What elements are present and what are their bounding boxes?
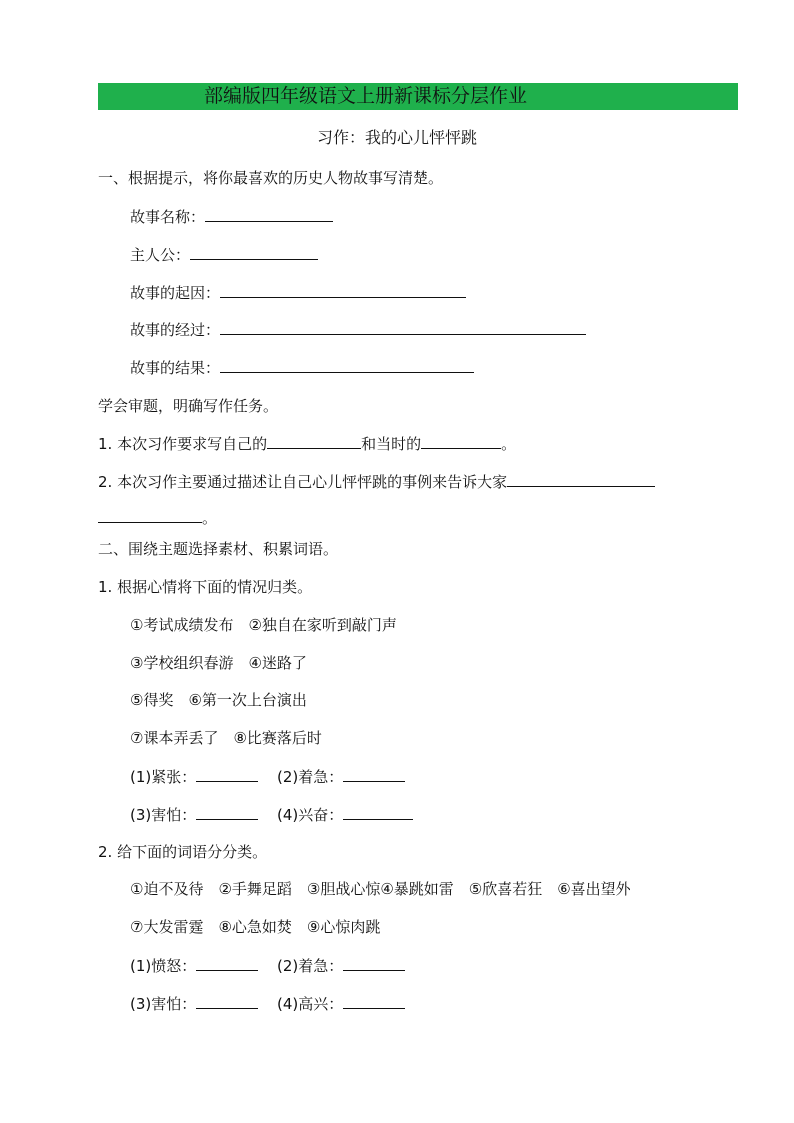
answer-blank[interactable] — [343, 765, 405, 782]
answer-blank[interactable] — [220, 318, 586, 335]
s2-q1-answer-row — [130, 765, 405, 788]
s2-q1-answer-row — [130, 803, 413, 826]
s2-q1-title: 1. 根据心情将下面的情况归类。 — [98, 578, 313, 596]
banner-title: 部编版四年级语文上册新课标分层作业 — [204, 85, 528, 107]
page-subtitle: 习作：我的心儿怦怦跳 — [316, 128, 477, 147]
answer-blank[interactable] — [220, 356, 474, 373]
answer-blank[interactable] — [196, 765, 258, 782]
answer-blank[interactable] — [98, 506, 202, 523]
s2-q1-option-row: ⑦课本弄丢了 ⑧比赛落后时 — [130, 729, 322, 747]
answer-blank[interactable] — [421, 432, 501, 449]
section1-heading: 一、根据提示，将你最喜欢的历史人物故事写清楚。 — [98, 169, 444, 187]
task-question-2-continued — [98, 506, 217, 529]
answer-label: (1)紧张： — [130, 768, 197, 786]
answer-label: (2)着急： — [277, 957, 344, 975]
answer-blank[interactable] — [220, 281, 466, 298]
field-label: 故事名称： — [130, 208, 206, 226]
s2-q2-word-row: ①迫不及待 ②手舞足蹈 ③胆战心惊④暴跳如雷 ⑤欣喜若狂 ⑥喜出望外 — [130, 880, 631, 898]
answer-label: (3)害怕： — [130, 806, 197, 824]
field-process — [130, 318, 586, 341]
field-story-name — [130, 205, 333, 228]
task-question-2 — [98, 470, 655, 493]
task-question-1 — [98, 432, 516, 455]
s2-q2-answer-row — [130, 992, 405, 1015]
answer-blank[interactable] — [190, 243, 318, 260]
question-text: 和当时的 — [361, 435, 422, 453]
answer-blank[interactable] — [205, 205, 333, 222]
field-label: 主人公： — [130, 246, 191, 264]
answer-label: (2)着急： — [277, 768, 344, 786]
answer-label: (4)高兴： — [277, 995, 344, 1013]
answer-blank[interactable] — [343, 803, 413, 820]
answer-label: (4)兴奋： — [277, 806, 344, 824]
question-text: 。 — [202, 509, 218, 527]
field-label: 故事的经过： — [130, 321, 221, 339]
task-heading: 学会审题，明确写作任务。 — [98, 397, 279, 415]
answer-label: (1)愤怒： — [130, 957, 197, 975]
answer-blank[interactable] — [196, 992, 258, 1009]
s2-q2-answer-row — [130, 954, 405, 977]
answer-blank[interactable] — [196, 954, 258, 971]
field-result — [130, 356, 474, 379]
field-protagonist — [130, 243, 318, 266]
answer-label: (3)害怕： — [130, 995, 197, 1013]
s2-q2-word-row: ⑦大发雷霆 ⑧心急如焚 ⑨心惊肉跳 — [130, 918, 381, 936]
answer-blank[interactable] — [196, 803, 258, 820]
field-label: 故事的起因： — [130, 284, 221, 302]
field-label: 故事的结果： — [130, 359, 221, 377]
question-text: 2. 本次习作主要通过描述让自己心儿怦怦跳的事例来告诉大家 — [98, 473, 508, 491]
question-text: 。 — [501, 435, 517, 453]
answer-blank[interactable] — [343, 954, 405, 971]
s2-q1-option-row: ③学校组织春游 ④迷路了 — [130, 654, 307, 672]
question-text: 1. 本次习作要求写自己的 — [98, 435, 268, 453]
title-banner — [98, 83, 738, 110]
s2-q1-option-row: ⑤得奖 ⑥第一次上台演出 — [130, 691, 307, 709]
field-cause — [130, 281, 466, 304]
answer-blank[interactable] — [507, 470, 655, 487]
answer-blank[interactable] — [343, 992, 405, 1009]
section2-heading: 二、围绕主题选择素材、积累词语。 — [98, 540, 339, 558]
answer-blank[interactable] — [267, 432, 361, 449]
s2-q2-title: 2. 给下面的词语分分类。 — [98, 843, 268, 861]
s2-q1-option-row: ①考试成绩发布 ②独自在家听到敲门声 — [130, 616, 397, 634]
